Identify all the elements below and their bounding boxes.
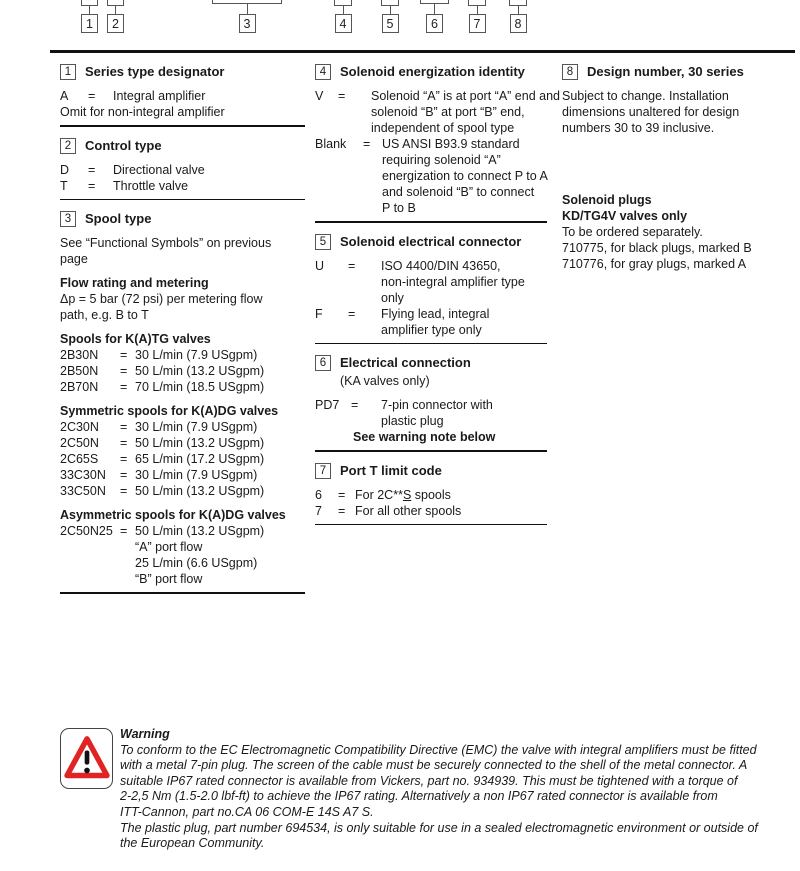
section-number-box: 5 [315,234,331,250]
left-column [60,64,305,605]
connector-line [477,6,478,14]
definition-row: 7 = For all other spools [315,503,462,518]
spool-row: 33C50N = 50 L/min (13.2 USgpm) [60,484,265,498]
section-solenoid-energization [315,64,560,223]
flow-rating-text: Δp = 5 bar (72 psi) per metering flow [60,292,263,306]
section-heading [315,64,547,80]
solenoid-plugs-text: To be ordered separately. [562,225,703,239]
code-box-group-6 [420,0,449,33]
solenoid-plugs-text: 710775, for black plugs, marked B [562,241,752,255]
section-title: Spool type [85,211,152,226]
middle-column [315,64,560,536]
code-number-box-3: 3 [239,14,256,33]
definition-row: F = Flying lead, integral amplifier type only [315,306,490,337]
flow-rating-heading: Flow rating and metering [60,276,209,290]
spool-row: 2C30N = 30 L/min (7.9 USgpm) [60,420,258,434]
section-number-box: 4 [315,64,331,80]
code-box-group-1 [81,0,98,33]
code-box-group-3 [212,0,282,33]
definition-row: A = Integral amplifier [60,89,206,103]
connector-line [247,4,248,14]
connector-line [518,6,519,14]
section-number-box: 2 [60,138,76,154]
warning-triangle-icon [60,728,113,789]
spool-row-extra: “A” port flow [135,540,203,554]
section-solenoid-connector [315,234,547,345]
section-number-box: 8 [562,64,578,80]
definition-row: D = Directional valve [60,162,205,177]
definition-row: T = Throttle valve [60,178,189,193]
solenoid-plugs-block [562,192,795,272]
section-design-number [562,64,795,136]
spool-row: 2B50N = 50 L/min (13.2 USgpm) [60,364,265,378]
section-heading [562,64,795,80]
code-number-box-8: 8 [510,14,527,33]
section-electrical-connection [315,355,547,452]
section-spool-type [60,211,305,594]
section-title: Control type [85,137,162,153]
code-box-group-4 [334,0,352,33]
section-number-box: 1 [60,64,76,80]
section-heading [315,355,547,371]
definition-row: U = ISO 4400/DIN 43650, non-integral amplifier type only [315,258,525,305]
spool-row: 2C50N25 = 50 L/min (13.2 USgpm) [60,524,265,538]
definition-row: V = Solenoid “A” is at port “A” end and solenoid “B” at port “B” end, independent of spool type [315,89,560,135]
connector-line [115,6,116,14]
design-number-text: dimensions unaltered for design [562,105,740,119]
warning-text: Warning To conform to the EC Electromagnetic Compatibility Directive (EMC) the valve with integral amplifiers must be fitted with a metal 7-pin plug. The screen of the cable must be securely connected to the shell of the metal connector. A suitable IP67 rated connector is available from Vickers, part no. 934939. This must be tightened with a torque of 2-2,5 Nm (1.5-2.0 lbf-ft) to achieve the IP67 rating. Alternatively a non IP67 rated connector is available from ITT-Cannon, part no.CA 06 COM-E 14S A7 S. The plastic plug, part number 694534, is only suitable for use in a sealed electromagnetic environment or outside of the European Community. [120,727,790,852]
solenoid-plugs-text: 710776, for gray plugs, marked A [562,257,747,271]
section-control-type [60,138,305,201]
code-number-box-5: 5 [382,14,399,33]
section-title: Solenoid electrical connector [340,233,522,249]
section-divider [60,592,305,594]
section-title: Solenoid energization identity [340,64,525,79]
code-number-box-2: 2 [107,14,124,33]
right-column [562,64,795,272]
connector-line [390,6,391,14]
spool-row: 2B70N = 70 L/min (18.5 USgpm) [60,380,265,394]
section-title: Electrical connection [340,355,471,370]
code-number-box-7: 7 [469,14,486,33]
definition-row: 6 = For 2C**S spools [315,487,451,502]
code-box-group-8 [509,0,527,33]
section-series-type [60,64,305,127]
spool-row: 2C65S = 65 L/min (17.2 USgpm) [60,452,265,466]
section-divider [60,199,305,201]
section-number-box: 6 [315,355,331,371]
section-heading [315,463,547,479]
connector-line [343,6,344,14]
section-number-box: 7 [315,463,331,479]
section-heading [60,138,305,154]
see-warning-note: See warning note below [353,430,496,444]
page-top-rule [50,50,795,53]
spool-group-heading-symmetric: Symmetric spools for K(A)DG valves [60,404,279,418]
connector-line [89,6,90,14]
code-number-box-4: 4 [335,14,352,33]
section-title: Series type designator [85,64,225,79]
section-port-t-limit [315,463,547,526]
section-heading [60,211,305,227]
design-number-text: numbers 30 to 39 inclusive. [562,121,715,135]
connector-line [434,4,435,14]
section-note: See “Functional Symbols” on previous [60,236,272,250]
code-number-box-6: 6 [426,14,443,33]
spool-group-heading-asymmetric: Asymmetric spools for K(A)DG valves [60,508,286,522]
section-subtitle: (KA valves only) [340,374,430,388]
spool-row: 2C50N = 50 L/min (13.2 USgpm) [60,436,265,450]
section-divider [315,450,547,452]
spool-group-heading-ktg: Spools for K(A)TG valves [60,332,211,346]
spool-row-extra: “B” port flow [135,572,203,586]
code-box-group-7 [468,0,486,33]
section-title: Design number, 30 series [587,64,744,79]
definition-row: Blank = US ANSI B93.9 standard requiring solenoid “A” energization to connect P to A and solenoid “B” to connect P to B [315,137,548,215]
solenoid-plugs-title: Solenoid plugs [562,193,652,207]
section-number-box: 3 [60,211,76,227]
spool-row: 2B30N = 30 L/min (7.9 USgpm) [60,348,258,362]
code-number-box-1: 1 [81,14,98,33]
definition-row: PD7 = 7-pin connector with plastic plug [315,398,493,428]
section-heading [60,64,305,80]
section-divider [315,221,547,223]
section-note: page [60,252,88,266]
section-divider [315,524,547,526]
section-title: Port T limit code [340,462,442,478]
section-heading [315,234,547,250]
section-divider [60,125,305,127]
solenoid-plugs-subtitle: KD/TG4V valves only [562,209,688,223]
spool-row: 33C30N = 30 L/min (7.9 USgpm) [60,468,258,482]
flow-rating-text: path, e.g. B to T [60,308,149,322]
design-number-text: Subject to change. Installation [562,89,729,103]
section-note: Omit for non-integral amplifier [60,105,225,119]
code-box-group-5 [381,0,399,33]
spool-row-extra: 25 L/min (6.6 USgpm) [135,556,258,570]
section-divider [315,343,547,345]
warning-title: Warning [120,727,170,741]
code-box-group-2 [107,0,124,33]
